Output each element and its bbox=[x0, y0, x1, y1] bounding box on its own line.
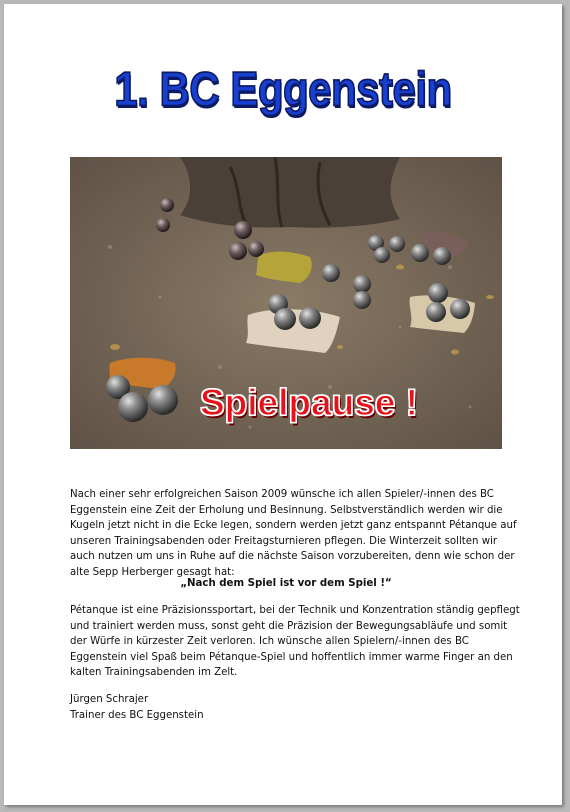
second-paragraph: Pétanque ist eine Präzisionssportart, bei der Technik und Konzentration ständig gepflegt und trainiert werden muss, sonst geht die Präzision der Bewegungsabläufe und somit der Würfe in kürzester Zeit verloren. Ich wünsche allen Spielern/-innen des BC Eggenstein viel Spaß beim Pétanque-Spiel und hoffentlich immer warme Finger an den kalten Trainingsabenden im Zelt. bbox=[70, 605, 520, 678]
signature-block bbox=[70, 692, 520, 723]
signature-name: Jürgen Schrajer bbox=[70, 694, 149, 705]
photo-overlay-text: Spielpause ! bbox=[200, 382, 418, 423]
signature-role: Trainer des BC Eggenstein bbox=[70, 709, 204, 721]
intro-paragraph: Nach einer sehr erfolgreichen Saison 2009 wünsche ich allen Spieler/-innen des BC Eggenstein eine Zeit der Erholung und Besinnung. Selbstverständlich werden wir die Kugeln jetzt nicht in die Ecke legen, sondern werden jetzt ganz entspannt Pétanque auf unseren Trainingsabenden oder Freitagsturnieren pflegen. Die Winterzeit sollten wir auch nutzen um uns in Ruhe auf die nächste Saison vorzubereiten, denn wie schon der alte Sepp Herberger gesagt hat: bbox=[70, 489, 517, 578]
document-title: 1. BC Eggenstein bbox=[114, 62, 452, 117]
quote-line: „Nach dem Spiel ist vor dem Spiel !“ bbox=[180, 578, 392, 589]
document-page bbox=[4, 4, 562, 805]
